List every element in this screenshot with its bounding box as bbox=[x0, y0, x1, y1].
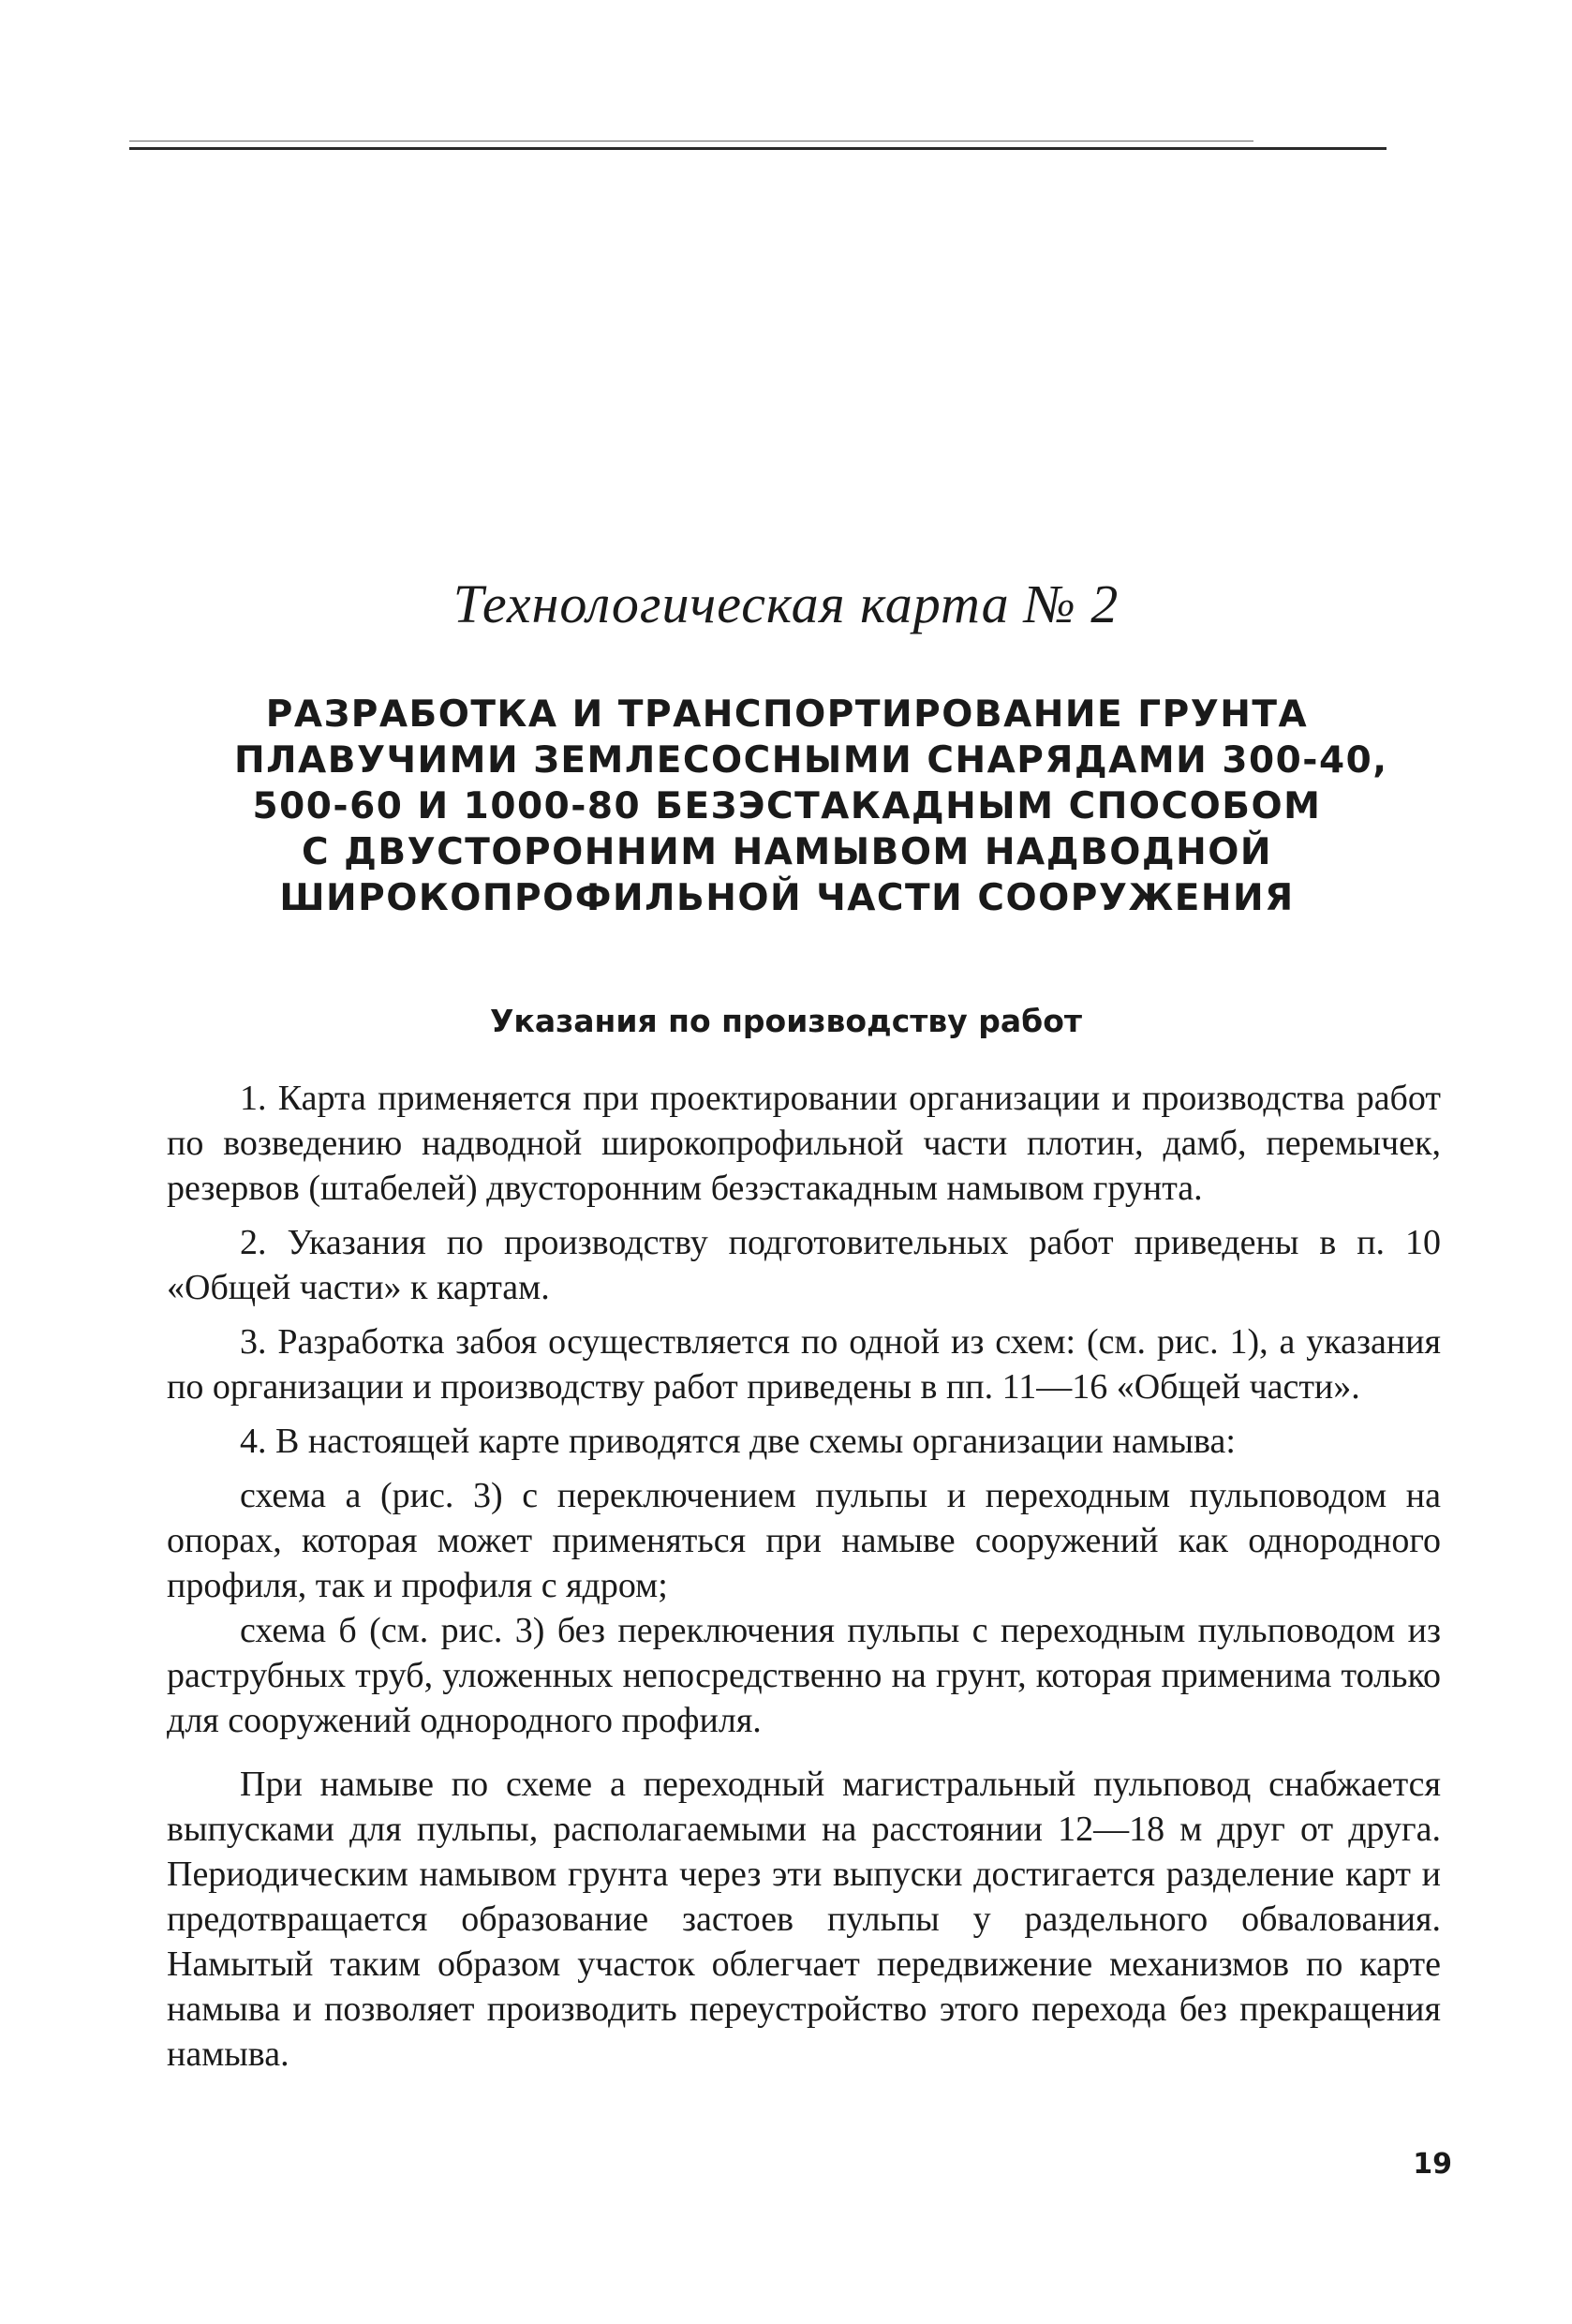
paragraph-1: 1. Карта применяется при проектировании организации и производства работ по возведению надводной широкопрофильной части плотин, дамб, перемычек, резервов (штабелей) двусторонним безэстакадным намывом грунта. bbox=[167, 1079, 1441, 1208]
heading-line: С ДВУСТОРОННИМ НАМЫВОМ НАДВОДНОЙ bbox=[301, 831, 1273, 873]
body-text bbox=[167, 1076, 1441, 2086]
subheading: Указания по производству работ bbox=[489, 1003, 1082, 1039]
paragraph-4: 4. В настоящей карте приводятся две схемы организации намыва: bbox=[240, 1422, 1236, 1461]
section-heading bbox=[234, 692, 1388, 921]
paragraph-3: 3. Разработка забоя осуществляется по одной из схем: (см. рис. 1), а указания по организации и производству работ приведены в пп. 11—16 «Общей части». bbox=[167, 1322, 1441, 1407]
heading-line: ПЛАВУЧИМИ ЗЕМЛЕСОСНЫМИ СНАРЯДАМИ 300-40, bbox=[234, 739, 1388, 782]
page-number: 19 bbox=[1413, 2148, 1452, 2181]
paragraph-5: При намыве по схеме а переходный магистральный пульповод снабжается выпусками для пульпы, располагаемыми на расстоянии 12—18 м друг от друга. Периодическим намывом грунта через эти выпуски достигается разделение карт и предотвращается образование застоев пульпы у раздельного обвалования. Намытый таким образом участок облегчает передвижение механизмов по карте намыва и позволяет производить переустройство этого перехода без прекращения намыва. bbox=[167, 1765, 1441, 2074]
schema-b: схема б (см. рис. 3) без переключения пульпы с переходным пульповодом из раструбных труб, уложенных непосредственно на грунт, которая применима только для сооружений однородного профиля. bbox=[167, 1611, 1441, 1740]
top-rule bbox=[129, 147, 1387, 150]
schema-a: схема а (рис. 3) с переключением пульпы и переходным пульповодом на опорах, которая может применяться при намыве сооружений как однородного профиля, так и профиля с ядром; bbox=[167, 1476, 1441, 1605]
paragraph-2: 2. Указания по производству подготовительных работ приведены в п. 10 «Общей части» к картам. bbox=[167, 1223, 1441, 1307]
heading-line: 500-60 И 1000-80 БЕЗЭСТАКАДНЫМ СПОСОБОМ bbox=[252, 785, 1322, 827]
heading-line: РАЗРАБОТКА И ТРАНСПОРТИРОВАНИЕ ГРУНТА bbox=[265, 693, 1309, 736]
top-rule-thin bbox=[129, 141, 1253, 142]
heading-line: ШИРОКОПРОФИЛЬНОЙ ЧАСТИ СООРУЖЕНИЯ bbox=[279, 877, 1295, 919]
map-title: Технологическая карта № 2 bbox=[452, 574, 1120, 634]
